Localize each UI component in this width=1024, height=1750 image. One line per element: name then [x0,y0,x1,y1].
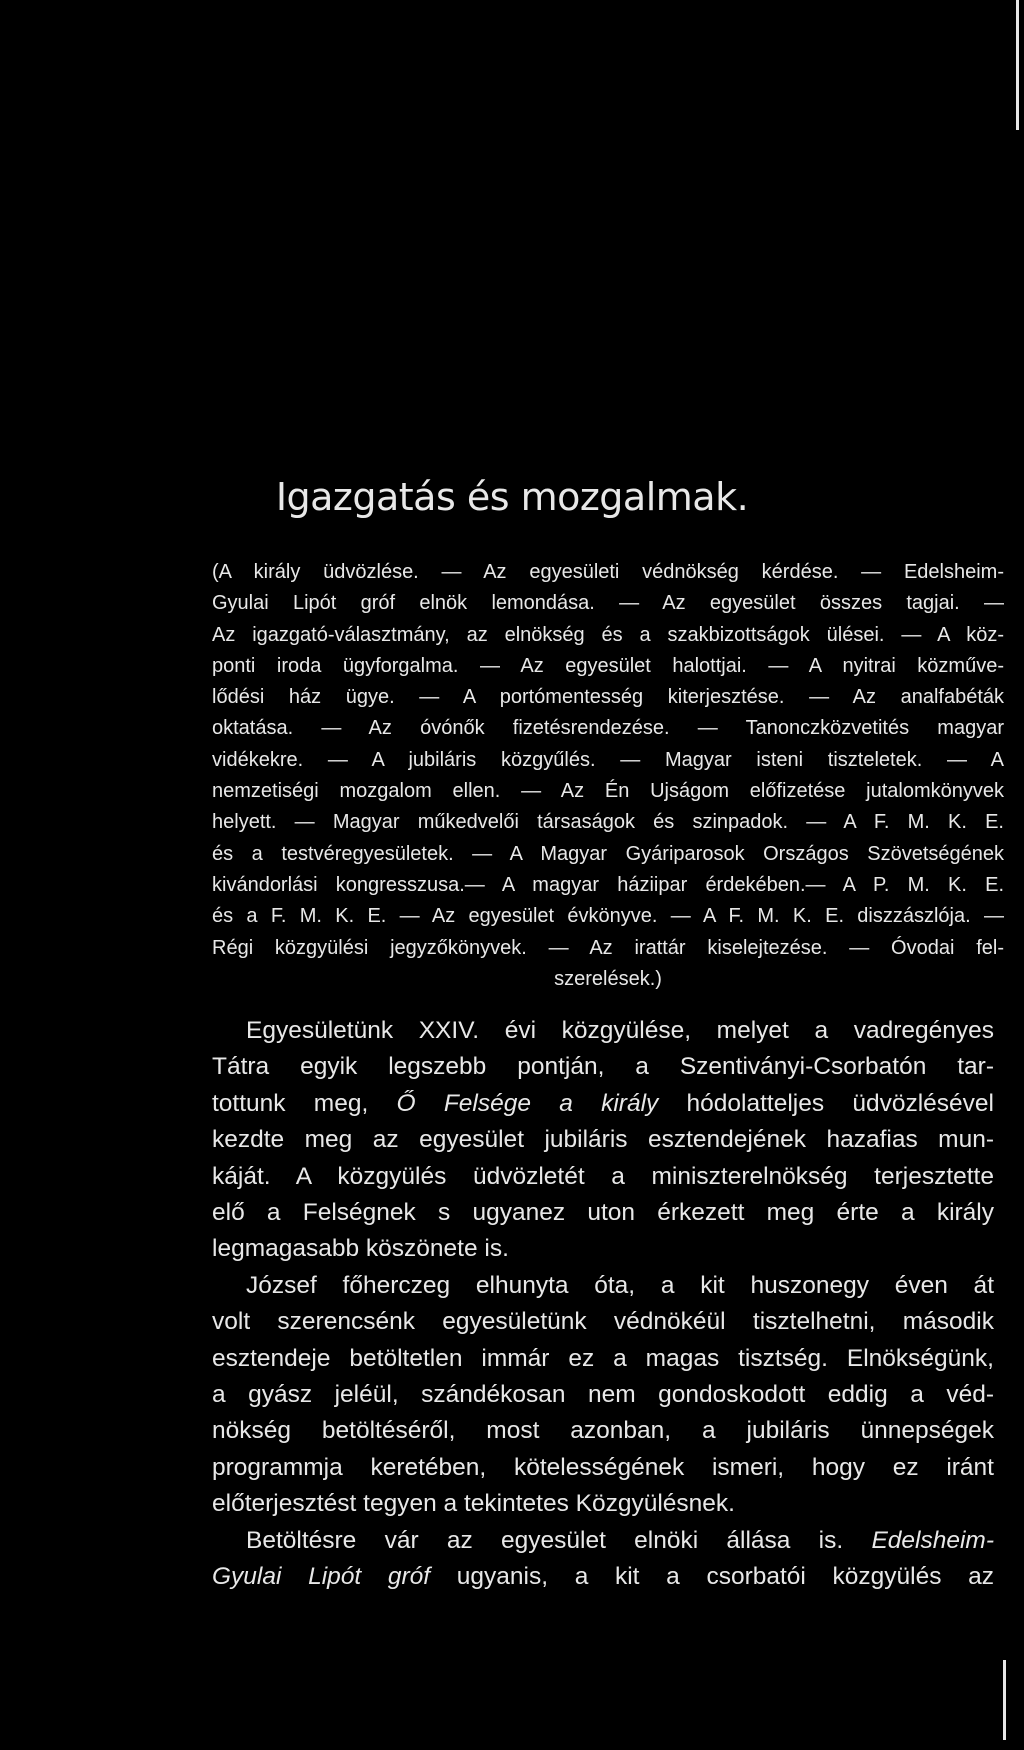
right-edge-line [1016,0,1019,130]
summary-line: és a F. M. K. E. — Az egyesület évkönyve. — A F. M. K. E. diszzászlója. — [212,905,1004,928]
summary-line: vidékekre. — A jubiláris közgyűlés. — Magyar isteni tiszteletek. — A [212,748,1004,771]
paragraph-1-line [212,1086,994,1122]
paragraph-1-line: legmagasabb köszönete is. [212,1235,509,1263]
summary-line: Az igazgató-választmány, az elnökség és a szakbizottságok ülései. — A köz- [212,623,1004,646]
summary-line: Régi közgyülési jegyzőkönyvek. — Az irattár kiselejtezése. — Óvodai fel- [212,936,1004,959]
body-text [212,1013,994,1596]
emphasis-text: Ő Felsége a király [396,1089,659,1117]
paragraph-2-line: József főherczeg elhunyta óta, a kit huszonegy éven át [246,1271,994,1299]
paragraph-2-line: nökség betöltéséről, most azonban, a jubiláris ünnepségek [212,1417,994,1445]
text-run: hódolatteljes üdvözlésével [658,1089,994,1117]
summary-line: lődési ház ügye. — A portómentesség kiterjesztése. — Az analfabéták [212,686,1004,709]
text-run: ugyanis, a kit a csorbatói közgyülés az [430,1563,994,1591]
summary-line: és a testvéregyesületek. — A Magyar Gyáriparosok Országos Szövetségének [212,842,1004,865]
paragraph-1-line: Tátra egyik legszebb pontján, a Szentiványi-Csorbatón tar- [212,1053,994,1081]
summary-line: kivándorlási kongresszusa.— A magyar háziipar érdekében.— A P. M. K. E. [212,873,1004,896]
paragraph-1-line: elő a Felségnek s ugyanez uton érkezett meg érte a király [212,1199,994,1227]
text-run: tottunk meg, [212,1089,397,1117]
right-edge-mark [1003,1660,1006,1740]
paragraph-3-line [212,1523,994,1559]
summary-line: (A király üdvözlése. — Az egyesületi védnökség kérdése. — Edelsheim- [212,561,1004,583]
chapter-summary [212,557,1004,995]
emphasis-text: Edelsheim- [871,1526,994,1554]
paragraph-2-line: előterjesztést tegyen a tekintetes Közgyülésnek. [212,1490,735,1518]
paragraph-2-line: volt szerencsénk egyesületünk védnökéül tisztelhetni, második [212,1308,994,1336]
paragraph-1-line: káját. A közgyülés üdvözletét a miniszterelnökség terjesztette [212,1162,994,1190]
text-run: Betöltésre vár az egyesület elnöki állása is. [246,1526,872,1554]
summary-line: Gyulai Lipót gróf elnök lemondása. — Az egyesület összes tagjai. — [212,592,1004,615]
summary-line: helyett. — Magyar műkedvelői társaságok és szinpadok. — A F. M. K. E. [212,811,1004,834]
paragraph-1-line: kezdte meg az egyesület jubiláris esztendejének hazafias mun- [212,1126,994,1154]
paragraph-2-line: programmja keretében, kötelességének ismeri, hogy ez iránt [212,1453,994,1481]
paragraph-1-line: Egyesületünk XXIV. évi közgyülése, melyet a vadregényes [246,1017,994,1044]
summary-line: nemzetiségi mozgalom ellen. — Az Én Ujságom előfizetése jutalomkönyvek [212,780,1004,803]
summary-line: oktatása. — Az óvónők fizetésrendezése. — Tanonczközvetités magyar [212,717,1004,740]
emphasis-text: Gyulai Lipót gróf [212,1563,431,1591]
paragraph-3-line [212,1559,994,1595]
paragraph-2-line: a gyász jeléül, szándékosan nem gondoskodott eddig a véd- [212,1381,994,1409]
summary-line: ponti iroda ügyforgalma. — Az egyesület halottjai. — A nyitrai közműve- [212,654,1004,677]
summary-end-line: szerelések.) [554,967,662,990]
page-title: Igazgatás és mozgalmak. [275,475,749,519]
paragraph-2-line: esztendeje betöltetlen immár ez a magas tisztség. Elnökségünk, [212,1344,994,1372]
